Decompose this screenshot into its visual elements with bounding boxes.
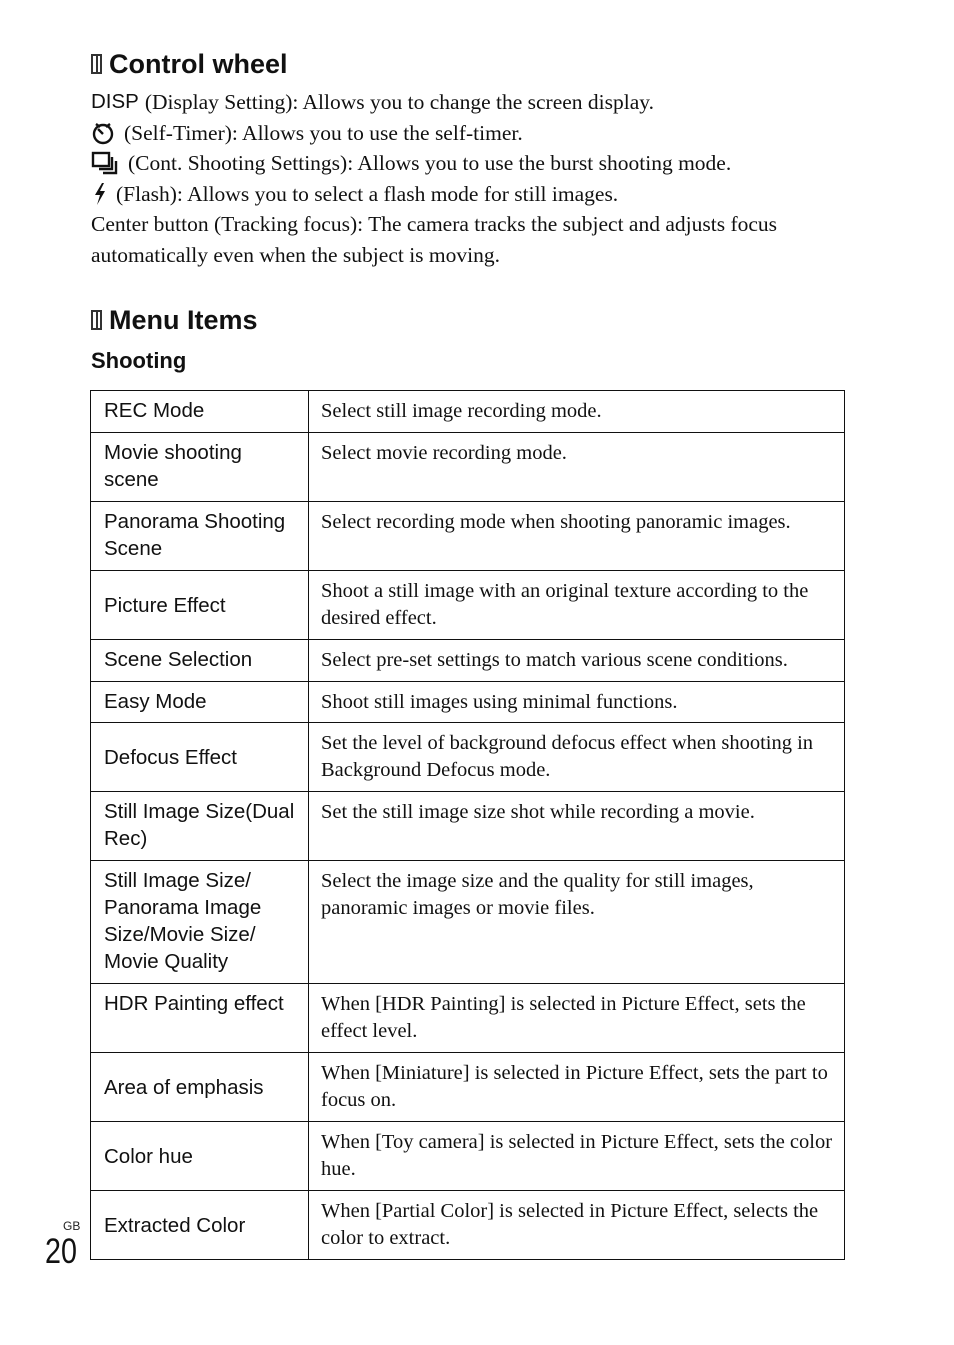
table-row <box>91 502 845 571</box>
menu-item-name: Movie shooting scene <box>91 433 309 502</box>
table-row <box>91 723 845 792</box>
menu-item-description: When [HDR Painting] is selected in Picture Effect, sets the effect level. <box>309 984 845 1053</box>
table-row <box>91 1053 845 1122</box>
menu-item-name: Easy Mode <box>91 682 309 723</box>
menu-item-name: Color hue <box>91 1122 309 1191</box>
menu-item-name: Still Image Size(Dual Rec) <box>91 792 309 861</box>
menu-item-name: Scene Selection <box>91 640 309 682</box>
menu-item-description: Shoot a still image with an original texture according to the desired effect. <box>309 571 845 640</box>
menu-item-name: Defocus Effect <box>91 723 309 792</box>
center-button-description: Center button (Tracking focus): The camera tracks the subject and adjusts focus automatically even when the subject is moving. <box>91 212 778 267</box>
table-row <box>91 984 845 1053</box>
menu-item-description: Select the image size and the quality for still images, panoramic images or movie files. <box>309 861 845 984</box>
subheading-shooting: Shooting <box>91 348 187 373</box>
flash-line <box>91 179 851 210</box>
disp-line <box>91 87 851 118</box>
cont-shooting-description: (Cont. Shooting Settings): Allows you to use the burst shooting mode. <box>128 151 732 175</box>
flash-icon <box>91 182 109 206</box>
menu-item-description: When [Toy camera] is selected in Picture Effect, sets the color hue. <box>309 1122 845 1191</box>
flash-description: (Flash): Allows you to select a flash mode for still images. <box>116 181 619 206</box>
section-title-text: Menu Items <box>109 305 258 335</box>
section-title-control-wheel <box>91 48 288 80</box>
menu-item-description: Select pre-set settings to match various scene conditions. <box>309 640 845 682</box>
menu-item-name: Picture Effect <box>91 571 309 640</box>
control-wheel-description <box>91 87 851 270</box>
section-marker-icon <box>91 54 102 74</box>
table-row <box>91 861 845 984</box>
self-timer-icon <box>91 121 117 145</box>
section-title-menu-items <box>91 304 258 336</box>
table-row <box>91 640 845 682</box>
disp-label: DISP <box>91 90 139 113</box>
table-row <box>91 792 845 861</box>
menu-item-description: Set the still image size shot while recording a movie. <box>309 792 845 861</box>
menu-item-name: Still Image Size/ Panorama Image Size/Movie Size/ Movie Quality <box>91 861 309 984</box>
section-marker-icon <box>91 310 102 330</box>
cont-shooting-line <box>91 148 851 179</box>
menu-item-name: HDR Painting effect <box>91 984 309 1053</box>
menu-item-description: When [Miniature] is selected in Picture Effect, sets the part to focus on. <box>309 1053 845 1122</box>
menu-item-name: Extracted Color <box>91 1191 309 1260</box>
menu-item-description: Shoot still images using minimal functions. <box>309 682 845 723</box>
table-row <box>91 1122 845 1191</box>
menu-item-description: Select recording mode when shooting panoramic images. <box>309 502 845 571</box>
table-row <box>91 391 845 433</box>
menu-item-name: Panorama Shooting Scene <box>91 502 309 571</box>
self-timer-line <box>91 118 851 149</box>
region-code: GB <box>63 1219 81 1233</box>
menu-item-name: REC Mode <box>91 391 309 433</box>
table-row <box>91 1191 845 1260</box>
table-row <box>91 571 845 640</box>
menu-item-description: Select still image recording mode. <box>309 391 845 433</box>
cont-shooting-icon <box>91 151 121 175</box>
table-row <box>91 682 845 723</box>
section-title-text: Control wheel <box>109 49 288 79</box>
menu-item-description: Select movie recording mode. <box>309 433 845 502</box>
table-row <box>91 433 845 502</box>
menu-item-description: When [Partial Color] is selected in Picture Effect, selects the color to extract. <box>309 1191 845 1260</box>
self-timer-description: (Self-Timer): Allows you to use the self-timer. <box>124 120 523 145</box>
shooting-menu-table <box>90 390 845 1260</box>
page-number: 20 <box>45 1232 77 1271</box>
disp-description: (Display Setting): Allows you to change the screen display. <box>144 90 654 114</box>
menu-item-name: Area of emphasis <box>91 1053 309 1122</box>
menu-item-description: Set the level of background defocus effect when shooting in Background Defocus mode. <box>309 723 845 792</box>
